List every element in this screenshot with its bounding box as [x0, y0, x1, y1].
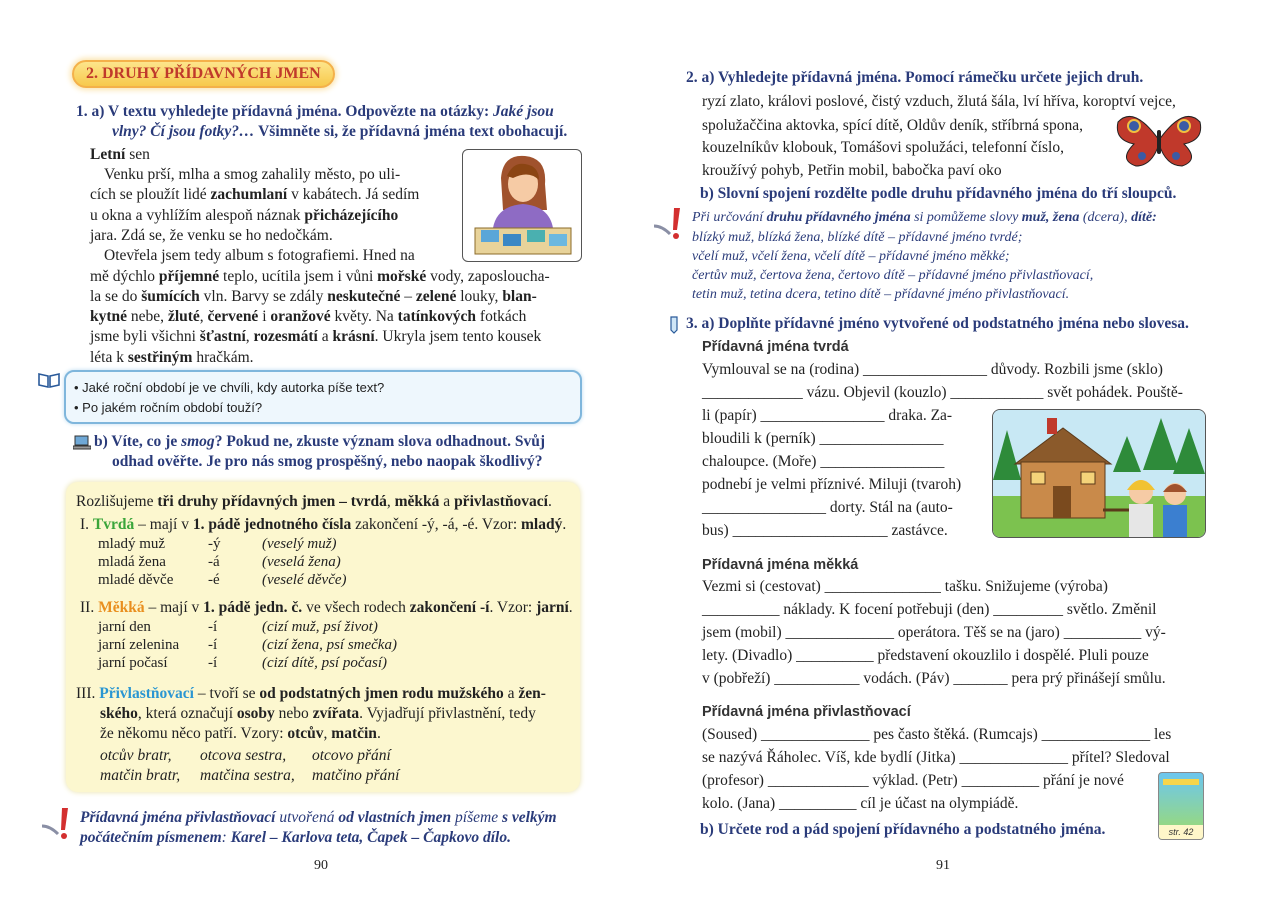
- story-line: [90, 206, 398, 226]
- story-segment: louky,: [456, 287, 503, 305]
- tip-line-3: včelí muž, včelí žena, včelí dítě – přídavné jméno měkké;: [692, 249, 1010, 264]
- tip-line-1: Při určování druhu přídavného jména si pomůžeme slovy muž, žena (dcera), dítě:: [692, 210, 1157, 225]
- hard-line-6: podnebí je velmi příznivé. Miluji (tvaroh): [702, 476, 962, 493]
- story-line: [90, 348, 254, 368]
- hard-line-1: Vymlouval se na (rodina) ________________ důvody. Rozbili jsme (sklo): [702, 361, 1163, 378]
- section-title: 2. DRUHY PŘÍDAVNÝCH JMEN: [72, 60, 335, 88]
- computer-icon: [73, 434, 91, 455]
- hard-line-2: _____________ vázu. Objevil (kouzlo) ____________ svět pohádek. Pouště-: [702, 384, 1183, 401]
- hard-line-5: chaloupce. (Moře) ________________: [702, 453, 945, 470]
- soft-line-1: Vezmi si (cestovat) _______________ tašku. Snižujeme (výroba): [702, 578, 1108, 595]
- exercise-1a-line-2: vlny? Čí jsou fotky?… Všimněte si, že přídavná jména text obohacují.: [112, 123, 568, 140]
- story-segment: mě dýchlo: [90, 267, 159, 285]
- story-line: [104, 165, 400, 185]
- note-line-2: počátečním písmenem: Karel – Karlova teta, Čapek – Čapkovo dílo.: [80, 829, 511, 846]
- story-line: [90, 307, 526, 327]
- hard-line-4: bloudili k (perník) ________________: [702, 430, 944, 447]
- story-line: [90, 327, 541, 347]
- story-segment: la se do: [90, 287, 142, 305]
- exclamation-icon: [40, 806, 76, 847]
- story-segment: kytné: [90, 308, 128, 326]
- story-segment: ,: [245, 328, 254, 346]
- type-possessive-line-2: ského, která označují osoby nebo zvířata. Vyjadřují přivlastnění, tedy: [100, 705, 536, 722]
- story-segment: . Ukryla jsem tento kousek: [374, 328, 542, 346]
- table-row: jarní den -í (cizí muž, psí život): [98, 619, 378, 635]
- type-hard-examples: [98, 536, 347, 590]
- story-segment: žluté: [167, 308, 200, 326]
- possessive-examples-1: otcův bratr, otcova sestra, otcovo přání: [100, 747, 391, 764]
- page-number-left: 90: [314, 858, 328, 873]
- story-segment: mořské: [377, 267, 427, 285]
- story-segment: hračkám.: [192, 348, 254, 366]
- exercise-2-line-3: kouzelníkův klobouk, Tomášovi spolužáci, telefonní číslo,: [702, 139, 1064, 156]
- story-segment: cích se ploužít lidé: [90, 186, 211, 204]
- table-row: mladý muž -ý (veselý muž): [98, 536, 337, 552]
- table-row: jarní počasí -í (cizí dítě, psí počasí): [98, 655, 387, 671]
- rule-intro: Rozlišujeme tři druhy přídavných jmen – tvrdá, měkká a přivlastňovací.: [76, 493, 552, 510]
- exclamation-icon: [652, 206, 688, 247]
- exercise-2a: 2. a) Vyhledejte přídavná jména. Pomocí rámečku určete jejich druh.: [686, 69, 1144, 86]
- exercise-2-line-4: kroužívý pohyb, Petřin mobil, babočka paví oko: [702, 162, 1002, 179]
- story-segment: u okna a vyhlížím alespoň náznak: [90, 206, 305, 224]
- book-cover-icon: [1163, 779, 1199, 785]
- story-segment: Otevřela jsem tedy album s fotografiemi. Hned na: [104, 247, 415, 265]
- book-page-ref: str. 42: [1159, 825, 1203, 839]
- exercise-1b-line-1: b) Víte, co je smog? Pokud ne, zkuste význam slova odhadnout. Svůj: [94, 433, 546, 450]
- heading-hard-adjectives: Přídavná jména tvrdá: [702, 339, 849, 355]
- hard-line-7: ________________ dorty. Stál na (auto-: [702, 499, 953, 516]
- story-line: [90, 185, 419, 205]
- question-2: • Po jakém ročním období touží?: [74, 400, 263, 415]
- exercise-2-line-2: spolužaččina aktovka, spící dítě, Oldův deník, stříbrná spona,: [702, 117, 1083, 134]
- story-segment: blan-: [502, 287, 537, 305]
- type-possessive-line-1: III. Přivlastňovací – tvoří se od podstatných jmen rodu mužského a žen-: [76, 685, 546, 702]
- gingerbread-house-illustration: [992, 409, 1206, 538]
- story-segment: neskutečné: [327, 287, 401, 305]
- story-segment: léta k: [90, 348, 128, 366]
- heading-soft-adjectives: Přídavná jména měkká: [702, 557, 859, 573]
- soft-line-2: __________ náklady. K focení potřebuji (den) _________ světlo. Změnil: [702, 601, 1157, 618]
- table-row: mladé děvče -é (veselé děvče): [98, 572, 347, 588]
- story-segment: jara. Zdá se, že venku se ho nedočkám.: [90, 226, 333, 244]
- possessive-line-3: (profesor) _____________ výklad. (Petr) __________ přání je nové: [702, 772, 1124, 789]
- tip-line-4: čertův muž, čertova žena, čertovo dítě – přídavné jméno přivlastňovací,: [692, 268, 1094, 283]
- page-number-right: 91: [936, 858, 950, 873]
- reading-icon: [38, 372, 60, 393]
- story-segment: v kabátech. Já sedím: [287, 186, 420, 204]
- possessive-line-2: se nazývá Řáholec. Víš, kde bydlí (Jitka) ______________ přítel? Sledoval: [702, 749, 1170, 766]
- story-segment: jsme byli všichni: [90, 328, 200, 346]
- questions-box: [64, 370, 582, 424]
- story-segment: přicházejícího: [304, 206, 399, 224]
- type-possessive-line-3: že někomu něco patří. Vzory: otcův, matčin.: [100, 725, 381, 742]
- workbook-reference: [1158, 772, 1204, 840]
- type-soft-examples: [98, 619, 397, 673]
- soft-line-4: lety. (Divadlo) __________ představení okouzlilo i dospělé. Pluli pouze: [702, 647, 1149, 664]
- girl-with-album-illustration: [462, 149, 582, 262]
- tip-line-5: tetin muž, tetina dcera, tetino dítě – přídavné jméno přivlastňovací.: [692, 287, 1070, 302]
- story-segment: krásní: [332, 328, 375, 346]
- soft-line-3: jsem (mobil) ______________ operátora. Těš se na (jaro) __________ vý-: [702, 624, 1166, 641]
- story-segment: šumících: [141, 287, 200, 305]
- story-segment: vody, zaposloucha-: [426, 267, 550, 285]
- tip-line-2: blízký muž, blízká žena, blízké dítě – přídavné jméno tvrdé;: [692, 230, 1023, 245]
- story-segment: zelené: [415, 287, 457, 305]
- story-segment: vln. Barvy se zdály: [199, 287, 328, 305]
- story-segment: sestřiným: [127, 348, 193, 366]
- story-segment: i: [258, 308, 271, 326]
- exercise-1a-line-1: 1. a) V textu vyhledejte přídavná jména. Odpovězte na otázky: Jaké jsou: [76, 103, 554, 120]
- story-line: [90, 226, 333, 246]
- possessive-examples-2: matčin bratr, matčina sestra, matčino přání: [100, 767, 400, 784]
- story-segment: fotkách: [476, 308, 527, 326]
- exercise-3b: b) Určete rod a pád spojení přídavného a podstatného jména.: [700, 821, 1106, 838]
- story-segment: šťastní: [199, 328, 246, 346]
- type-soft-heading: II. Měkká – mají v 1. pádě jedn. č. ve všech rodech zakončení -í. Vzor: jarní.: [80, 599, 573, 616]
- question-1: • Jaké roční období je ve chvíli, kdy autorka píše text?: [74, 380, 385, 395]
- story-line: [90, 287, 537, 307]
- story-segment: Venku prší, mlha a smog zahalily město, po uli-: [104, 166, 401, 183]
- possessive-line-4: kolo. (Jana) __________ cíl je účast na olympiádě.: [702, 795, 1019, 812]
- story-segment: a: [317, 328, 333, 346]
- exercise-1b-line-2: odhad ověřte. Je pro nás smog prospěšný, nebo naopak škodlivý?: [112, 453, 543, 470]
- story-line: [104, 246, 415, 266]
- story-segment: oranžové: [270, 308, 331, 326]
- story-segment: květy. Na: [330, 308, 398, 326]
- hard-line-8: bus) ____________________ zastávce.: [702, 522, 948, 539]
- story-segment: teplo, ucítila jsem i vůni: [219, 267, 378, 285]
- story-segment: rozesmátí: [253, 328, 318, 346]
- story-segment: –: [400, 287, 416, 305]
- story-segment: zachumlaní: [210, 186, 288, 204]
- story-title: Letní sen: [90, 146, 150, 163]
- soft-line-5: v (pobřeží) ___________ vodách. (Páv) _______ pera prý přinášejí smůlu.: [702, 670, 1166, 687]
- note-line-1: Přídavná jména přivlastňovací utvořená od vlastních jmen píšeme s velkým: [80, 809, 557, 826]
- exercise-2-line-1: ryzí zlato, královi poslové, čistý vzduch, žlutá šála, lví hříva, koroptví vejce,: [702, 93, 1176, 110]
- story-segment: nebe,: [127, 308, 168, 326]
- rule-box: [66, 482, 580, 792]
- exercise-3a: 3. a) Doplňte přídavné jméno vytvořené od podstatného jména nebo slovesa.: [686, 315, 1189, 332]
- exercise-2b: b) Slovní spojení rozdělte podle druhu přídavného jména do tří sloupců.: [700, 185, 1177, 202]
- pencil-icon: [668, 316, 680, 339]
- hard-line-3: li (papír) ________________ draka. Za-: [702, 407, 953, 424]
- butterfly-illustration: [1114, 110, 1204, 175]
- table-row: jarní zelenina -í (cizí žena, psí smečka): [98, 637, 397, 653]
- possessive-line-1: (Soused) ______________ pes často štěká. (Rumcajs) ______________ les: [702, 726, 1172, 743]
- heading-possessive-adjectives: Přídavná jména přivlastňovací: [702, 704, 911, 720]
- story-line: [90, 267, 550, 287]
- story-segment: ,: [199, 308, 208, 326]
- table-row: mladá žena -á (veselá žena): [98, 554, 341, 570]
- story-segment: tatínkových: [397, 308, 477, 326]
- story-segment: červené: [207, 308, 259, 326]
- story-segment: příjemné: [158, 267, 220, 285]
- type-hard-heading: I. Tvrdá – mají v 1. pádě jednotného čísla zakončení -ý, -á, -é. Vzor: mladý.: [80, 516, 567, 533]
